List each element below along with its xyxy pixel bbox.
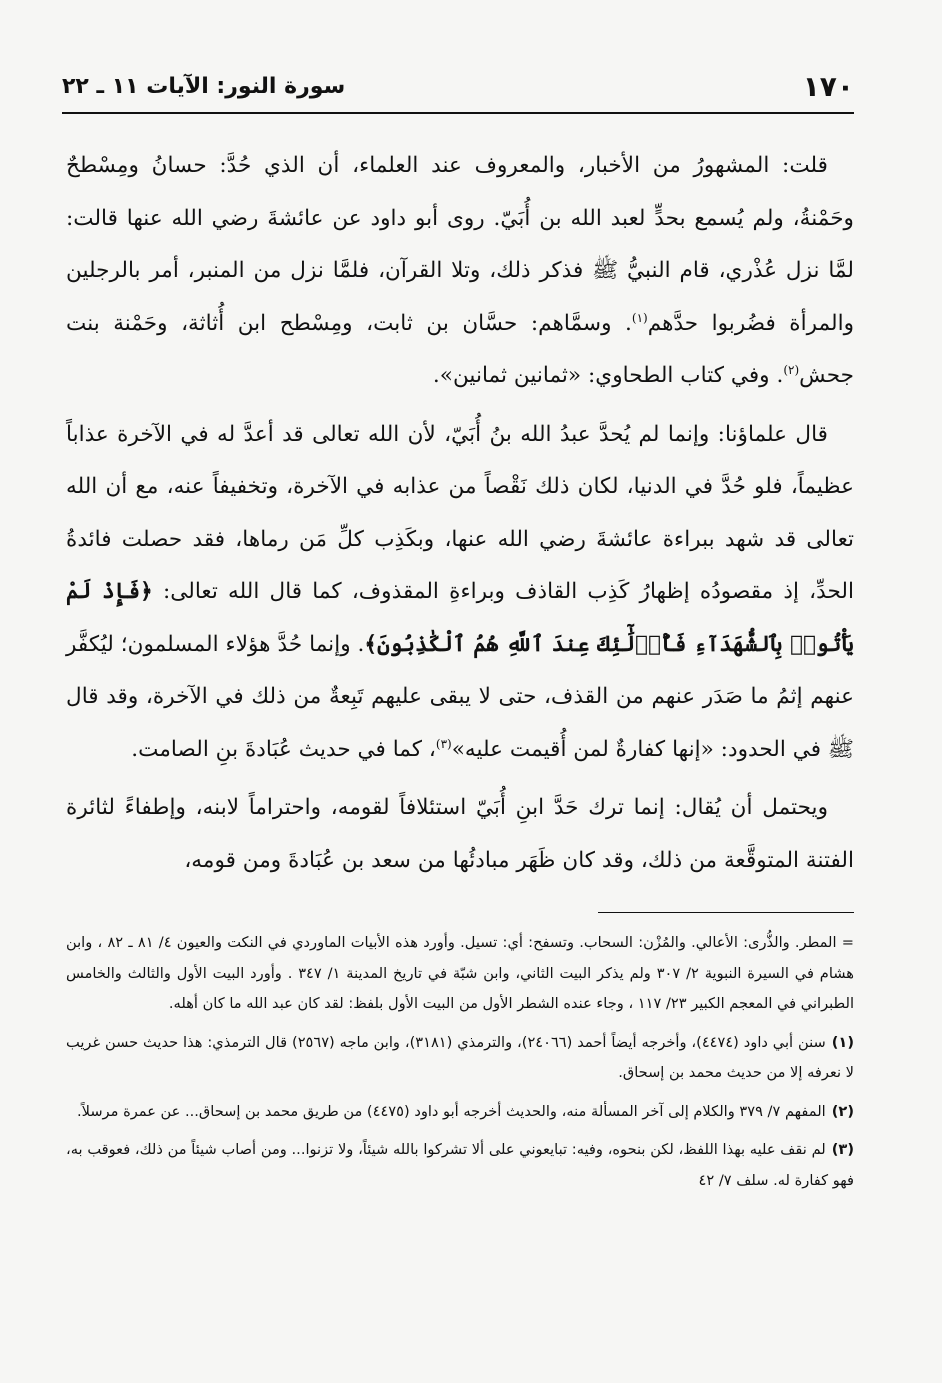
footnote-2-marker: (٢)	[831, 1102, 854, 1120]
footnotes	[66, 928, 854, 1204]
running-title: سورة النور: الآيات ١١ ـ ٢٢	[62, 74, 346, 99]
paragraph-1	[66, 140, 854, 403]
footnote-2-text: المفهم ٧/ ٣٧٩ والكلام إلى آخر المسألة منه، والحديث أخرجه أبو داود (٤٤٧٥) من طريق محمد بن إسحاق... عن عمرة مرسلاً.	[76, 1102, 826, 1120]
footnote-ref-3: (٣)	[435, 736, 452, 751]
footnote-1-text: سنن أبي داود (٤٤٧٤)، وأخرجه أيضاً أحمد (٢٤٠٦٦)، والترمذي (٣١٨١)، وابن ماجه (٢٥٦٧) قال الترمذي: هذا حديث حسن غريب لا نعرفه إلا من حديث محمد بن إسحاق.	[66, 1033, 854, 1081]
main-text	[66, 140, 854, 893]
footnote-3	[66, 1135, 854, 1196]
footnote-3-marker: (٣)	[831, 1141, 854, 1158]
paragraph-2-text-a: قال علماؤنا: وإنما لم يُحدَّ عبدُ الله بنُ أُبَيّ، لأن الله تعالى قد أعدَّ له في الآخرة عذاباً عظيماً، فلو حُدَّ في الدنيا، لكان ذلك نَقْصاً من عذابه في الآخرة، وتخفيفاً عنه، مع أن الله تعالى قد شهد ببراءة عائشةَ رضي الله عنها، وبكَذِب كلِّ مَن رماها، فقد حصلت فائدةُ الحدِّ، إذ مقصودُه إظهارُ كَذِب القاذف وبراءةِ المقذوف، كما قال الله تعالى:	[66, 421, 854, 604]
quran-verse: ﴿فَإِذْ لَمْ يَأْتُوا۟ بِٱلشُّهَدَآءِ فَأُو۟لَٰٓئِكَ عِندَ ٱللَّهِ هُمُ ٱلْكَٰذِبُونَ﴾	[66, 579, 855, 657]
paragraph-3	[66, 782, 854, 887]
footnote-ref-1: (١)	[631, 310, 648, 325]
paragraph-1-text-b: . وسمَّاهم: حسَّان بن ثابت، ومِسْطح ابن أُثاثة، وحَمْنة بنت جحش	[66, 310, 854, 388]
footnote-ref-2: (٢)	[783, 362, 800, 377]
footnote-divider	[598, 912, 854, 913]
paragraph-2-text-b: . وإنما حُدَّ هؤلاء المسلمون؛ ليُكفَّر عنهم إثمُ ما صَدَر عنهم من القذف، حتى لا يبقى عليهم تَبِعةٌ من ذلك في الآخرة، وقد قال ﷺ في الحدود: «إنها كفارةٌ لمن أُقيمت عليه»	[66, 631, 854, 762]
paragraph-1-text-c: . وفي كتاب الطحاوي: «ثمانين ثمانين».	[432, 363, 784, 388]
footnote-1	[66, 1028, 854, 1089]
paragraph-3-text: ويحتمل أن يُقال: إنما ترك حَدَّ ابنِ أُبَيّ استئلافاً لقومه، واحتراماً لابنه، وإطفاءً لثائرة الفتنة المتوقَّعة من ذلك، وقد كان ظَهَر مبادئُها من سعد بن عُبَادةَ ومن قومه،	[66, 795, 854, 873]
footnote-3-text: لم نقف عليه بهذا اللفظ، لكن بنحوه، وفيه: تبايعوني على ألا تشركوا بالله شيئاً، ولا تزنوا... ومن أصاب شيئاً من ذلك، فعوقب به، فهو كفارة له. سلف ٧/ ٤٢	[66, 1141, 854, 1189]
paragraph-2-text-c: ، كما في حديث عُبَادةَ بنِ الصامت.	[131, 736, 436, 762]
page-header	[62, 68, 854, 114]
paragraph-1-text-a: قلت: المشهورُ من الأخبار، والمعروف عند العلماء، أن الذي حُدَّ: حسانُ ومِسْطحٌ وحَمْنةُ، ولم يُسمع بحدٍّ لعبد الله بن أُبَيّ. روى أبو داود عن عائشةَ رضي الله عنها قالت: لمَّا نزل عُذْري، قام النبيُّ ﷺ فذكر ذلك، وتلا القرآن، فلمَّا نزل من المنبر، أمر بالرجلين والمرأة فضُربوا حدَّهم	[66, 153, 854, 336]
paragraph-2	[66, 409, 854, 777]
footnote-continuation: = المطر. والذُّرى: الأعالي. والمُزْن: السحاب. وتسفح: أي: تسيل. وأورد هذه الأبيات الماوردي في النكت والعيون ٤/ ٨١ ـ ٨٢ ، وابن هشام في السيرة النبوية ٢/ ٣٠٧ ولم يذكر البيت الثاني، وابن شبّة في تاريخ المدينة ١/ ٣٤٧ . وأورد البيت الأول والثالث والخامس الطبراني في المعجم الكبير ٢٣/ ١١٧ ، وجاء عنده الشطر الأول من البيت الأول بلفظ: لقد كان عبد الله ما كان أهله.	[66, 934, 855, 1012]
page-number: ١٧٠	[802, 70, 854, 103]
footnote-2	[66, 1097, 854, 1128]
footnote-1-marker: (١)	[831, 1033, 854, 1051]
